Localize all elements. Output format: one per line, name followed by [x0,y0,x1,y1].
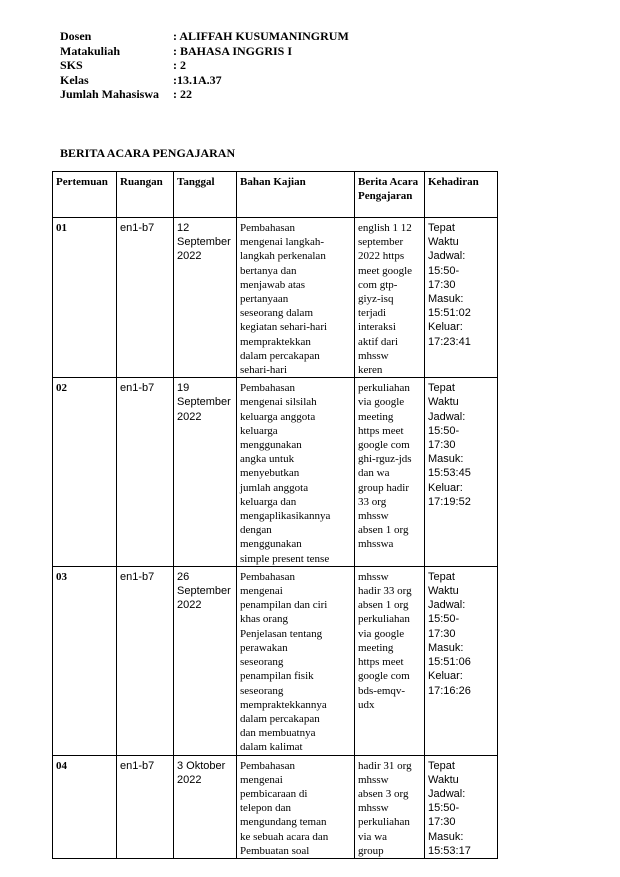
header-bahan-kajian: Bahan Kajian [237,172,355,218]
cell-kehadiran-line: Waktu [428,396,459,409]
cell-berita-acara-line: absen 1 org [358,599,409,612]
cell-berita-acara-line: com gtp- [358,278,398,291]
cell-berita-acara-line: dan wa [358,467,390,480]
cell-tanggal-line: 12 [177,222,190,234]
cell-bahan-kajian-line: Pembuatan soal [240,844,310,857]
cell-kehadiran-line: Masuk: [428,453,464,466]
cell-berita-acara-line: mhssw [358,510,389,523]
cell-berita-acara-line: mhssw [358,802,389,815]
cell-bahan-kajian-line: dalam percakapan [240,349,320,362]
cell-bahan-kajian [237,566,355,755]
cell-bahan-kajian-line: Pembahasan [240,759,295,772]
cell-berita-acara-line: terjadi [358,307,387,320]
cell-berita-acara-line: 2022 https [358,250,405,263]
cell-berita-acara-line: via google [358,627,405,640]
cell-kehadiran-line: 17:23:41 [428,335,471,348]
cell-bahan-kajian-line: jumlah anggota [240,481,309,494]
cell-bahan-kajian-line: menggunakan [240,538,302,551]
cell-bahan-kajian-line: penampilan dan ciri [240,599,328,612]
cell-kehadiran-line: 17:19:52 [428,495,471,508]
cell-bahan-kajian-line: keluarga dan [240,495,297,508]
header-pertemuan: Pertemuan [53,172,117,218]
cell-tanggal [174,566,237,755]
cell-kehadiran-line: Masuk: [428,293,464,306]
table-row [53,566,498,755]
cell-berita-acara-line: google com [358,670,410,683]
section-title: BERITA ACARA PENGAJARAN [60,146,236,160]
cell-bahan-kajian [237,755,355,858]
header-tanggal: Tanggal [174,172,237,218]
cell-kehadiran-line: 15:51:02 [428,307,471,320]
cell-berita-acara-line: absen 1 org [358,524,409,537]
cell-berita-acara-line: meeting [358,410,394,423]
header-row-jumlah [60,87,349,102]
cell-bahan-kajian-line: menggunakan [240,439,302,452]
table-row [53,378,498,567]
cell-kehadiran [425,378,498,567]
cell-bahan-kajian-line: keluarga [240,424,278,437]
cell-berita-acara [355,566,425,755]
cell-ruangan: en1-b7 [117,378,174,567]
cell-bahan-kajian-line: Pembahasan [240,382,295,395]
cell-kehadiran-line: 15:53:17 [428,844,471,857]
matakuliah-label: Matakuliah [60,43,121,58]
cell-bahan-kajian-line: keluarga anggota [240,410,316,423]
jumlah-label: Jumlah Mahasiswa [60,87,160,101]
cell-bahan-kajian-line: mengenai langkah- [240,236,324,249]
header-ruangan: Ruangan [117,172,174,218]
cell-bahan-kajian-line: mengenai [240,585,283,598]
cell-pertemuan: 03 [53,566,117,755]
cell-berita-acara-line: meet google [358,264,413,277]
cell-kehadiran-line: Jadwal: [428,599,466,612]
cell-berita-acara-line: bds-emqv- [358,684,406,697]
cell-kehadiran-line: 15:50- [428,424,460,437]
cell-pertemuan: 02 [53,378,117,567]
cell-kehadiran-line: 15:51:06 [428,656,471,669]
cell-kehadiran-line: 17:30 [428,627,456,640]
cell-berita-acara-line: giyz-isq [358,293,394,306]
cell-berita-acara-line: keren [358,364,383,377]
cell-tanggal-line: September [177,236,231,249]
jumlah-value: : 22 [173,87,192,101]
header-berita-acara: Berita Acara Pengajaran [355,172,425,218]
cell-kehadiran-line: 15:50- [428,613,460,626]
cell-bahan-kajian-line: menjawab atas [240,278,306,291]
header-row-kelas [60,73,349,88]
cell-bahan-kajian-line: menyebutkan [240,467,300,480]
cell-berita-acara-line: https meet [358,656,404,669]
cell-kehadiran-line: Keluar: [428,670,463,683]
cell-ruangan: en1-b7 [117,218,174,378]
cell-bahan-kajian-line: seseorang [240,656,284,669]
cell-berita-acara-line: udx [358,698,375,711]
cell-bahan-kajian-line: Pembahasan [240,222,295,234]
cell-kehadiran-line: Jadwal: [428,787,466,800]
cell-bahan-kajian-line: khas orang [240,613,288,626]
cell-kehadiran-line: 15:50- [428,802,460,815]
cell-berita-acara-line: via google [358,396,405,409]
cell-berita-acara-line: perkuliahan [358,613,410,626]
cell-bahan-kajian-line: dalam kalimat [240,741,303,754]
cell-berita-acara-line: google com [358,439,410,452]
dosen-value: : ALIFFAH KUSUMANINGRUM [173,29,349,43]
cell-berita-acara-line: ghi-rguz-jds [358,453,412,466]
cell-kehadiran-line: Tepat [428,382,455,395]
cell-berita-acara-line: mhsswa [358,538,394,551]
cell-berita-acara [355,755,425,858]
cell-bahan-kajian-line: bertanya dan [240,264,297,277]
cell-berita-acara-line: meeting [358,641,394,654]
cell-tanggal-line: 3 Oktober [177,759,226,772]
document-header [60,29,349,102]
cell-bahan-kajian-line: mengenai silsilah [240,396,317,409]
header-row-dosen [60,29,349,44]
cell-berita-acara-line: hadir 31 org [358,759,412,772]
cell-bahan-kajian-line: pembicaraan di [240,787,308,800]
cell-kehadiran-line: 17:30 [428,439,456,452]
cell-kehadiran-line: Jadwal: [428,250,466,263]
cell-kehadiran-line: Tepat [428,222,455,234]
cell-kehadiran-line: Keluar: [428,481,463,494]
cell-tanggal [174,755,237,858]
header-row-matakuliah [60,44,349,59]
cell-berita-acara-line: interaksi [358,321,396,334]
cell-berita-acara-line: mhssw [358,570,389,583]
cell-bahan-kajian-line: sehari-hari [240,364,288,377]
cell-kehadiran-line: 15:50- [428,264,460,277]
cell-kehadiran-line: 17:30 [428,278,456,291]
cell-pertemuan: 04 [53,755,117,858]
cell-kehadiran-line: Tepat [428,570,455,583]
cell-bahan-kajian-line: telepon dan [240,802,292,815]
cell-tanggal-line: 2022 [177,250,202,263]
cell-bahan-kajian-line: mempraktekkannya [240,698,327,711]
cell-tanggal-line: 2022 [177,410,202,423]
cell-bahan-kajian-line: Penjelasan tentang [240,627,323,640]
cell-tanggal [174,378,237,567]
kelas-value: :13.1A.37 [173,72,222,87]
sks-value: : 2 [173,58,186,72]
cell-tanggal-line: 19 [177,382,190,395]
cell-kehadiran-line: Waktu [428,236,459,249]
cell-berita-acara-line: group [358,844,384,857]
teaching-log-table [52,171,498,859]
cell-bahan-kajian-line: kegiatan sehari-hari [240,321,328,334]
header-kehadiran: Kehadiran [425,172,498,218]
cell-tanggal-line: September [177,396,231,409]
cell-berita-acara [355,218,425,378]
cell-berita-acara [355,378,425,567]
cell-bahan-kajian [237,218,355,378]
table-row [53,218,498,378]
cell-bahan-kajian-line: mengenai [240,773,283,786]
cell-kehadiran-line: Jadwal: [428,410,466,423]
cell-bahan-kajian-line: dalam percakapan [240,712,320,725]
cell-berita-acara-line: perkuliahan [358,816,410,829]
cell-tanggal-line: 2022 [177,773,202,786]
cell-pertemuan: 01 [53,218,117,378]
cell-ruangan: en1-b7 [117,566,174,755]
cell-tanggal-line: 2022 [177,599,202,612]
dosen-label: Dosen [60,29,92,43]
cell-kehadiran [425,566,498,755]
cell-bahan-kajian-line: dengan [240,524,272,537]
header-row-sks [60,58,349,73]
cell-berita-acara-line: https meet [358,424,404,437]
cell-berita-acara-line: group hadir [358,481,410,494]
cell-berita-acara-line: mhssw [358,349,389,362]
cell-kehadiran-line: 17:16:26 [428,684,471,697]
matakuliah-value: : BAHASA INGGRIS I [173,43,293,58]
cell-bahan-kajian-line: langkah perkenalan [240,250,326,263]
cell-tanggal [174,218,237,378]
cell-bahan-kajian-line: mengundang teman [240,816,327,829]
cell-bahan-kajian-line: perawakan [240,641,288,654]
cell-tanggal-line: 26 [177,570,190,583]
cell-kehadiran-line: Keluar: [428,321,463,334]
cell-berita-acara-line: english 1 12 [358,222,412,234]
cell-bahan-kajian-line: seseorang [240,684,284,697]
cell-bahan-kajian-line: pertanyaan [240,293,289,306]
cell-kehadiran-line: Waktu [428,585,459,598]
cell-kehadiran-line: Masuk: [428,641,464,654]
cell-bahan-kajian-line: mengaplikasikannya [240,510,331,523]
cell-kehadiran-line: Tepat [428,759,455,772]
cell-kehadiran-line: 15:53:45 [428,467,471,480]
cell-bahan-kajian-line: dan membuatnya [240,727,316,740]
cell-bahan-kajian-line: seseorang dalam [240,307,313,320]
cell-bahan-kajian [237,378,355,567]
cell-bahan-kajian-line: Pembahasan [240,570,295,583]
cell-berita-acara-line: via wa [358,830,388,843]
cell-kehadiran [425,755,498,858]
cell-tanggal-line: September [177,585,231,598]
cell-berita-acara-line: september [358,236,404,249]
cell-berita-acara-line: perkuliahan [358,382,410,395]
cell-ruangan: en1-b7 [117,755,174,858]
cell-kehadiran-line: Waktu [428,773,459,786]
cell-berita-acara-line: 33 org [358,495,387,508]
cell-bahan-kajian-line: ke sebuah acara dan [240,830,329,843]
cell-bahan-kajian-line: mempraktekkan [240,335,311,348]
cell-kehadiran [425,218,498,378]
cell-bahan-kajian-line: angka untuk [240,453,295,466]
cell-berita-acara-line: absen 3 org [358,787,409,800]
kelas-label: Kelas [60,72,89,87]
table-row [53,755,498,858]
cell-bahan-kajian-line: penampilan fisik [240,670,314,683]
cell-bahan-kajian-line: simple present tense [240,552,330,565]
cell-kehadiran-line: 17:30 [428,816,456,829]
table-header-row [53,172,498,218]
cell-berita-acara-line: hadir 33 org [358,585,412,598]
cell-berita-acara-line: aktif dari [358,335,399,348]
cell-berita-acara-line: mhssw [358,773,389,786]
cell-kehadiran-line: Masuk: [428,830,464,843]
sks-label: SKS [60,58,83,72]
